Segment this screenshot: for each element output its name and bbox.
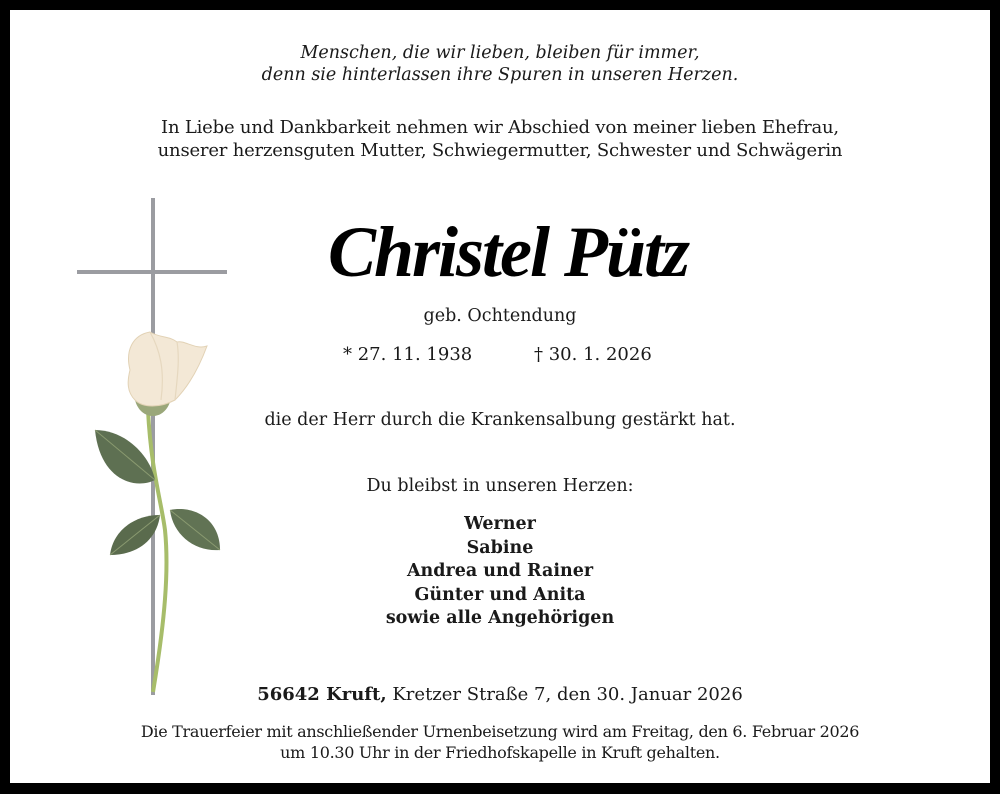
intro-text <box>10 116 990 162</box>
cross-bar <box>77 270 227 274</box>
mourner: Werner <box>464 514 536 534</box>
service-info <box>10 722 990 763</box>
mourner: Andrea und Rainer <box>406 561 594 581</box>
motto-line-2: denn sie hinterlassen ihre Spuren in unseren Herzen. <box>261 65 739 85</box>
address-rest: Kretzer Straße 7, den 30. Januar 2026 <box>386 684 743 705</box>
address-place: 56642 Kruft, <box>257 684 387 705</box>
intro-line-2: unserer herzensguten Mutter, Schwiegermutter, Schwester und Schwägerin <box>157 140 843 161</box>
farewell-text: Du bleibst in unseren Herzen: <box>366 476 634 496</box>
service-line-1: Die Trauerfeier mit anschließender Urnenbeisetzung wird am Freitag, den 6. Februar 2026 <box>140 722 860 741</box>
mourner: Sabine <box>466 537 534 558</box>
birth-date: * 27. 11. 1938 <box>343 344 473 365</box>
service-line-2: um 10.30 Uhr in der Friedhofskapelle in Kruft gehalten. <box>280 742 720 762</box>
motto <box>10 42 990 86</box>
sacrament-text: die der Herr durch die Krankensalbung gestärkt hat. <box>264 410 736 430</box>
maiden-name: geb. Ochtendung <box>423 306 577 326</box>
obituary-card <box>10 10 990 783</box>
mourner: Günter und Anita <box>414 584 586 605</box>
address-line <box>10 684 990 705</box>
mourners-list <box>10 513 990 631</box>
motto-line-1: Menschen, die wir lieben, bleiben für immer, <box>300 43 700 63</box>
intro-line-1: In Liebe und Dankbarkeit nehmen wir Abschied von meiner lieben Ehefrau, <box>161 117 839 138</box>
deceased-name: Christel Pütz <box>327 212 689 292</box>
mourner: sowie alle Angehörigen <box>385 608 615 628</box>
death-date: † 30. 1. 2026 <box>534 344 652 365</box>
